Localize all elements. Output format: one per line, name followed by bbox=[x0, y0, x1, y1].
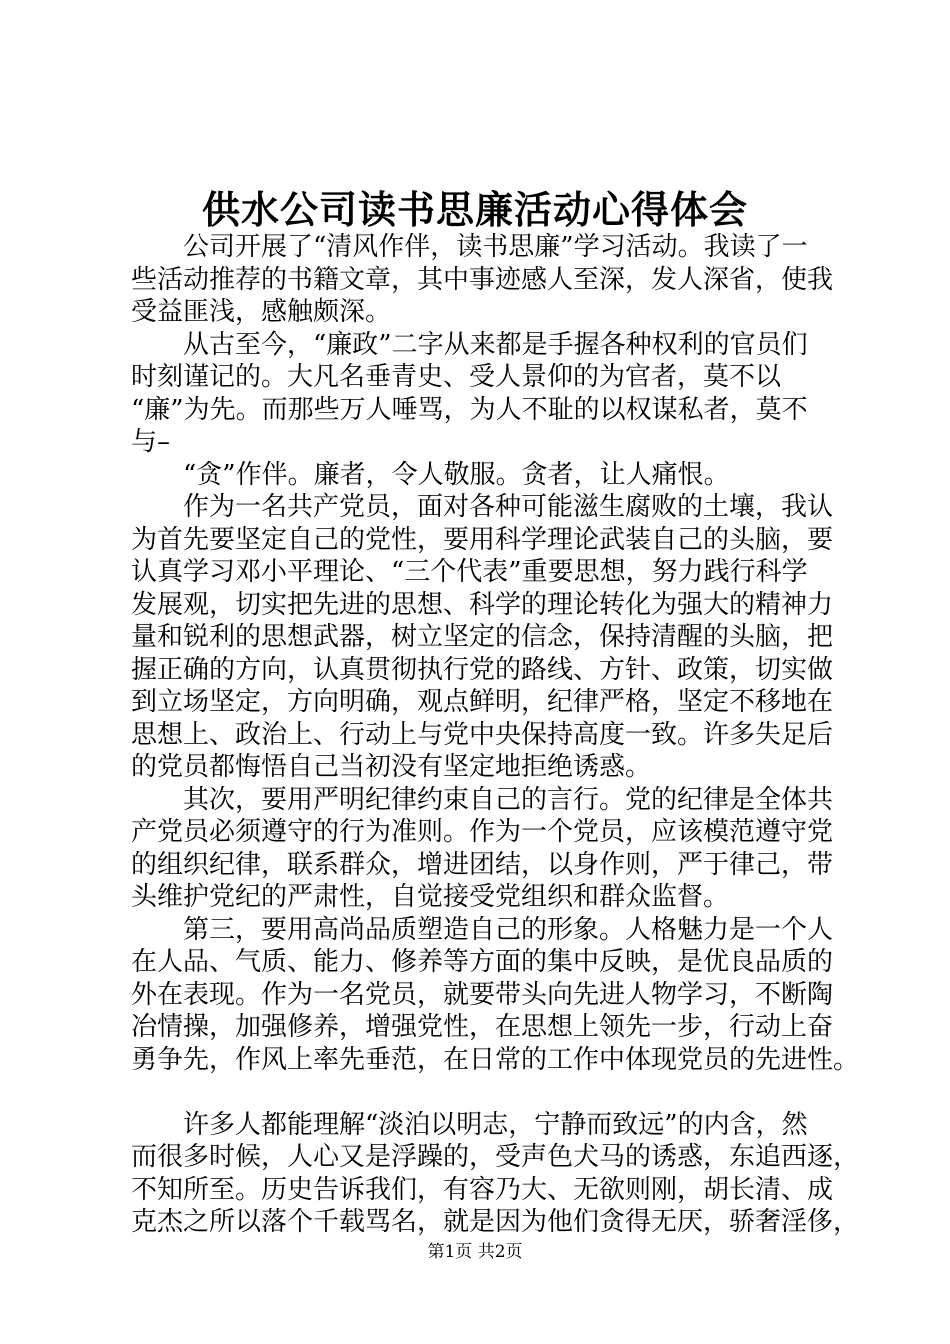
text-line: 公司开展了“清风作伴，读书思廉”学习活动。我读了一 bbox=[183, 232, 808, 262]
text-line: 作为一名共产党员，面对各种可能滋生腐败的土壤，我认 bbox=[183, 492, 834, 522]
blank-line bbox=[131, 1076, 841, 1109]
text-line: “廉”为先。而那些万人唾骂，为人不耻的以权谋私者，莫不 bbox=[131, 394, 808, 425]
text-line: 不知所至。历史告诉我们，有容乃大、无欲则刚，胡长清、成 bbox=[131, 1174, 834, 1205]
text-line: 第三，要用高尚品质塑造自己的形象。人格魅力是一个人 bbox=[183, 914, 834, 945]
body-text bbox=[131, 231, 860, 1239]
text-line: 量和锐利的思想武器，树立坚定的信念，保持清醒的头脑，把 bbox=[131, 622, 834, 652]
text-line: 克杰之所以落个千载骂名，就是因为他们贪得无厌，骄奢淫侈， bbox=[131, 1207, 860, 1237]
text-line: 受益匪浅，感触颇深。 bbox=[131, 297, 392, 327]
text-line: 的组织纪律，联系群众，增进团结，以身作则，严于律己，带 bbox=[131, 849, 834, 880]
text-line: 与– bbox=[131, 427, 171, 457]
text-line: 握正确的方向，认真贯彻执行党的路线、方针、政策，切实做 bbox=[131, 654, 834, 685]
text-line: 的党员都悔悟自己当初没有坚定地拒绝诱惑。 bbox=[131, 752, 652, 782]
text-line: 产党员必须遵守的行为准则。作为一个党员，应该模范遵守党 bbox=[131, 817, 834, 847]
text-line: 为首先要坚定自己的党性，要用科学理论武装自己的头脑，要 bbox=[131, 524, 834, 555]
text-line: 认真学习邓小平理论、“三个代表”重要思想，努力践行科学 bbox=[131, 557, 808, 587]
text-line: 勇争先，作风上率先垂范，在日常的工作中体现党员的先进性。 bbox=[131, 1044, 860, 1075]
text-line: 些活动推荐的书籍文章，其中事迹感人至深，发人深省，使我 bbox=[131, 264, 834, 295]
text-line: 而很多时候，人心又是浮躁的，受声色犬马的诱惑，东追西逐， bbox=[131, 1142, 860, 1172]
text-line: “贪”作伴。廉者，令人敬服。贪者，让人痛恨。 bbox=[183, 459, 730, 490]
text-line: 许多人都能理解“淡泊以明志，宁静而致远”的内含，然 bbox=[183, 1109, 808, 1140]
page-footer: 第1页 共2页 bbox=[427, 1242, 523, 1262]
text-line: 冶情操，加强修养，增强党性，在思想上领先一步，行动上奋 bbox=[131, 1012, 834, 1042]
text-line: 时刻谨记的。大凡名垂青史、受人景仰的为官者，莫不以 bbox=[131, 362, 782, 392]
text-line: 到立场坚定，方向明确，观点鲜明，纪律严格，坚定不移地在 bbox=[131, 687, 834, 717]
page-title: 供水公司读书思廉活动心得体会 bbox=[201, 187, 748, 232]
text-line: 思想上、政治上、行动上与党中央保持高度一致。许多失足后 bbox=[131, 719, 834, 750]
text-line: 其次，要用严明纪律约束自己的言行。党的纪律是全体共 bbox=[183, 784, 834, 815]
text-line: 在人品、气质、能力、修养等方面的集中反映，是优良品质的 bbox=[131, 947, 834, 977]
text-line: 从古至今，“廉政”二字从来都是手握各种权利的官员们 bbox=[183, 329, 808, 360]
text-line: 外在表现。作为一名党员，就要带头向先进人物学习，不断陶 bbox=[131, 979, 834, 1010]
text-line: 头维护党纪的严肃性，自觉接受党组织和群众监督。 bbox=[131, 882, 730, 912]
text-line: 发展观，切实把先进的思想、科学的理论转化为强大的精神力 bbox=[131, 589, 834, 620]
